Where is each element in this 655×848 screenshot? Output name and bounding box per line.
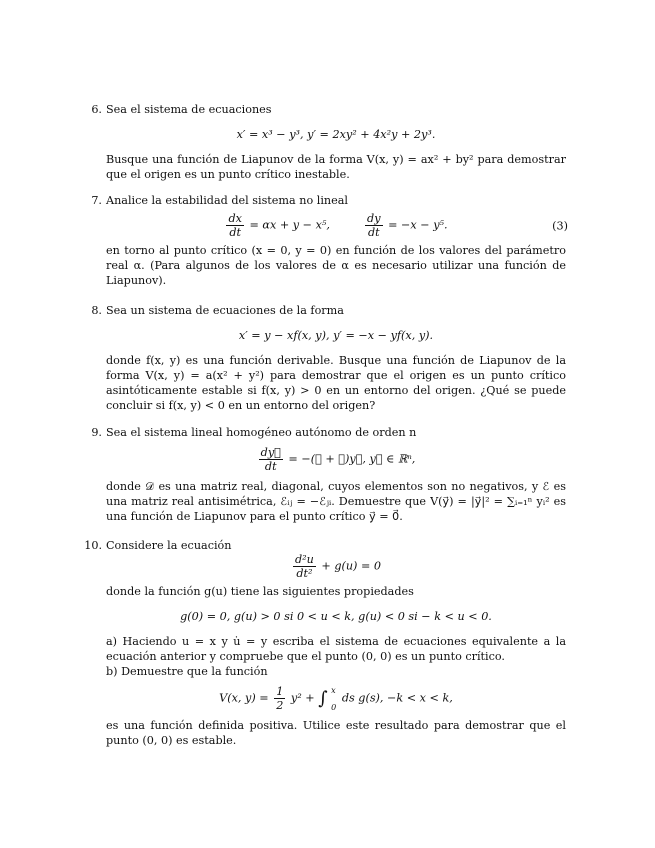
equation-rhs: = −x − y⁵. [388,218,448,232]
fraction-numerator: d²u [294,553,314,566]
part-a: a) Haciendo u = x y u̇ = y escriba el sistema de ecuaciones equivalente a la ecuación anterior y compruebe que el punto (0, 0) es un punto crítico. [106,635,566,663]
equation-lhs: V(x, y) = [219,691,269,705]
equation-mid: y² + [290,691,315,705]
problem-text: donde la función g(u) tiene las siguientes propiedades [106,585,414,598]
problem-intro: Considere la ecuación [106,539,232,552]
fraction-denominator: dt² [296,567,313,580]
properties-equation: g(0) = 0, g(u) > 0 si 0 < u < k, g(u) < 0 si − k < u < 0. [180,610,492,623]
problem-intro: Analice la estabilidad del sistema no lineal [106,194,348,207]
fraction [293,553,316,580]
problem-number: 9. [91,426,102,439]
equation-tag: (3) [552,219,568,232]
integral-sign: ∫ [318,688,328,709]
equation-rhs: = αx + y − x⁵, [249,218,330,232]
integral-lower-limit: 0 [331,702,337,712]
part-b: b) Demuestre que la función [106,665,268,678]
integral-upper-limit: x [331,685,336,695]
equation-rhs: ds g(s), −k < x < k, [341,691,453,705]
problem-text: donde f(x, y) es una función derivable. Busque una función de Liapunov de la forma V(x, y) = a(x² + y²) para demostrar que el origen es un punto crítico asintóticamente estable si f(x, y) > 0 en un entorno del origen. ¿Qué se puede concluir si f(x, y) < 0 en un entorno del origen? [106,354,566,412]
problem-intro: Sea el sistema de ecuaciones [106,103,272,116]
problem-9 [82,425,566,524]
fraction [226,212,243,239]
fraction [365,212,382,239]
fraction [274,685,285,712]
fraction-numerator: dx [228,212,242,225]
problem-number: 10. [84,539,102,552]
equation: x′ = y − xf(x, y), y′ = −x − yf(x, y). [238,329,434,342]
problem-text: en torno al punto crítico (x = 0, y = 0) en función de los valores del parámetro real α. (Para algunos de los valores de α es necesario utilizar una función de Liapunov). [106,244,566,287]
problem-text: es una función definida positiva. Utilice este resultado para demostrar que el punto (0, 0) es estable. [106,719,566,747]
fraction-denominator: dt [229,226,242,239]
equation [106,446,566,473]
problem-number: 6. [91,103,102,116]
fraction-denominator: dt [367,226,380,239]
fraction-denominator: dt [264,460,277,473]
equation-rhs: + g(u) = 0 [321,559,382,573]
equation [106,212,566,239]
fraction [259,446,283,473]
problem-intro: Sea un sistema de ecuaciones de la forma [106,304,344,317]
problem-text: donde 𝒟 es una matriz real, diagonal, cuyos elementos son no negativos, y ℰ es una matriz real antisimétrica, ℰᵢⱼ = −ℰⱼᵢ. Demuestre que V(y⃗) = |y⃗|² = ∑ᵢ₌₁ⁿ yᵢ² es una función de Liapunov para el punto crítico y⃗ = 0⃗. [106,480,566,523]
equation [106,553,566,580]
equation [106,685,566,712]
problem-text: Busque una función de Liapunov de la forma V(x, y) = ax² + by² para demostrar que el origen es un punto crítico inestable. [106,153,566,181]
fraction-numerator: dy⃗ [260,446,281,459]
problem-6 [82,102,566,182]
problem-number: 8. [91,304,102,317]
fraction-denominator: 2 [276,699,284,712]
problem-7 [82,193,566,288]
problem-8 [82,303,566,413]
fraction-numerator: 1 [276,685,284,698]
problem-number: 7. [91,194,102,207]
problem-10 [82,538,566,748]
fraction-numerator: dy [367,212,381,225]
integral-limits [331,686,336,712]
problem-intro: Sea el sistema lineal homogéneo autónomo de orden n [106,426,417,439]
equation: x′ = x³ − y³, y′ = 2xy² + 4x²y + 2y³. [236,128,436,141]
equation-rhs: = −(𝒟 + ℰ)y⃗, y⃗ ∈ ℝⁿ, [288,452,416,466]
